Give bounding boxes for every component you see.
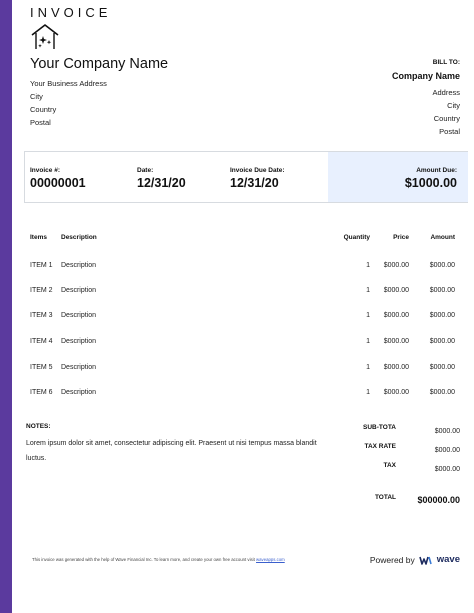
table-row [0,262,474,272]
item-price: $000.00 [383,338,409,345]
table-row [0,338,474,348]
item-quantity: 1 [366,262,370,269]
total-value: $00000.00 [417,495,460,505]
notes-label: NOTES: [26,423,51,430]
footer-note [32,557,285,562]
bill-to-city: City [447,101,460,110]
tax-value: $000.00 [434,466,460,473]
item-quantity: 1 [366,389,370,396]
item-name: ITEM 5 [30,364,53,371]
item-amount: $000.00 [429,287,455,294]
due-date: 12/31/20 [230,176,279,190]
item-name: ITEM 6 [30,389,53,396]
item-name: ITEM 2 [30,287,53,294]
col-header-price: Price [393,234,409,241]
waveapps-link[interactable]: waveapps.com [256,557,285,562]
invoice-number: 00000001 [30,176,86,190]
item-price: $000.00 [383,312,409,319]
footer-note-text: This invoice was generated with the help of Wave Financial Inc. To learn more, and create your own free account visit [32,557,255,562]
business-country: Country [30,105,57,114]
notes-text: Lorem ipsum dolor sit amet, consectetur adipiscing elit. Praesent ut nisi tempus massa blandit luctus. [26,440,317,462]
bill-to-address: Address [432,88,460,97]
item-amount: $000.00 [429,338,455,345]
item-price: $000.00 [383,262,409,269]
total-label: TOTAL [374,494,396,501]
company-name: Your Company Name [30,56,169,72]
wave-brand: wave [436,554,460,565]
tax-rate-label: TAX RATE [364,443,396,450]
table-row [0,364,474,374]
invoice-number-label: Invoice #: [30,167,60,174]
powered-by-wave [370,554,460,565]
bill-to-country: Country [433,114,460,123]
item-name: ITEM 4 [30,338,53,345]
col-header-quantity: Quantity [343,234,370,241]
item-price: $000.00 [383,364,409,371]
item-quantity: 1 [366,338,370,345]
item-name: ITEM 1 [30,262,53,269]
item-description: Description [61,338,97,345]
item-amount: $000.00 [429,312,455,319]
item-description: Description [61,389,97,396]
invoice-date: 12/31/20 [137,176,186,190]
due-date-label: Invoice Due Date: [230,167,285,174]
amount-due-label: Amount Due: [416,167,457,174]
accent-stripe [0,0,12,613]
tax-rate-value: $000.00 [434,447,460,454]
bill-to-label: BILL TO: [432,59,460,66]
invoice-summary [24,151,468,203]
date-label: Date: [137,167,154,174]
table-row [0,389,474,399]
wave-logo-icon [419,555,433,565]
item-quantity: 1 [366,364,370,371]
item-quantity: 1 [366,312,370,319]
item-description: Description [61,364,97,371]
item-amount: $000.00 [429,389,455,396]
item-description: Description [61,262,97,269]
business-postal: Postal [30,118,51,127]
item-description: Description [61,312,97,319]
subtotal-value: $000.00 [434,428,460,435]
table-row [0,312,474,322]
bill-to-company: Company Name [391,71,460,81]
bill-to-postal: Postal [439,127,460,136]
col-header-amount: Amount [430,234,455,241]
house-sparkle-icon [30,23,60,51]
item-amount: $000.00 [429,364,455,371]
powered-by-label: Powered by [369,554,415,565]
subtotal-label: SUB-TOTA [363,424,396,431]
item-amount: $000.00 [429,262,455,269]
business-address: Your Business Address [30,79,107,88]
amount-due: $1000.00 [404,176,457,190]
item-description: Description [61,287,97,294]
invoice-title: INVOICE [30,5,112,20]
item-price: $000.00 [383,287,409,294]
item-name: ITEM 3 [30,312,53,319]
tax-label: TAX [383,462,396,469]
item-price: $000.00 [383,389,409,396]
col-header-items: Items [30,234,47,241]
col-header-description: Description [61,234,97,241]
business-city: City [30,92,43,101]
table-row [0,287,474,297]
item-quantity: 1 [366,287,370,294]
